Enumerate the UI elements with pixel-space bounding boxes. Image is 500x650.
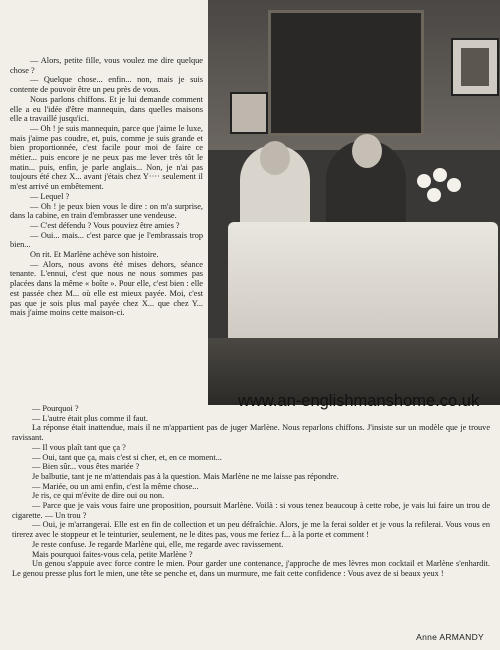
watermark-url: www.an-englishmanshome.co.uk xyxy=(238,392,480,410)
paragraph: — Oh ! je suis mannequin, parce que j'aime le luxe, mais j'aime pas coudre, et, puis, comme je suis grande et bien proportionnée, c'est facile pour moi de faire ce métier... puis encore je ne peux pas me lever très tôt le matin... puis, enfin, je parle anglais... Non, je n'ai pas toujours été chez X... avant j'étais chez Y···· seulement il m'est arrivé un embêtement. xyxy=(10,123,203,192)
photo-mirror xyxy=(268,10,424,136)
paragraph: Un genou s'appuie avec force contre le mien. Pour garder une contenance, j'approche de mes lèvres mon cocktail et Marlène s'enhardit. Le genou presse plus fort le mien, une tête se penche et, dans un murmure, me fait cette confidence : Vous avez de si beaux yeux ! xyxy=(12,559,490,578)
paragraph: Nous parlons chiffons. Et je lui demande comment elle a eu l'idée d'être mannequin, dans quelles maisons elle a travaillé jusqu'ici. xyxy=(10,94,203,124)
paragraph: — Oui, tant que ça, mais c'est si cher, et, en ce moment... xyxy=(32,452,222,462)
paragraph: Je ris, ce qui m'évite de dire oui ou non. xyxy=(32,491,165,501)
paragraph: — Bien sûr... vous êtes mariée ? xyxy=(32,462,140,472)
photo-small-frame xyxy=(230,92,268,134)
photograph-two-women-at-table xyxy=(208,0,500,405)
paragraph: — Lequel ? xyxy=(30,191,70,201)
paragraph: — Oh ! je peux bien vous le dire : on m'a surprise, dans la cabine, en train d'embrasser une vendeuse. xyxy=(10,201,203,221)
paragraph: — Oui, je m'arrangerai. Elle est en fin de collection et un peu défraîchie. Alors, je me la ferai solder et je vous la refilerai. Vous vous en tirerez avec le stoppeur et le teinturier, seulement, ne le dites pas, vous me feriez f... à la porte et comment ! xyxy=(12,520,490,540)
paragraph: — Quelque chose... enfin... non, mais je suis contente de pouvoir être un peu près de vous. xyxy=(10,75,203,95)
paragraph: La réponse était inattendue, mais il ne m'appartient pas de juger Marlène. Nous reparlons chiffons. J'insiste sur un modèle que je trouve ravissant. xyxy=(12,423,490,443)
paragraph: Mais pourquoi faites-vous cela, petite Marlène ? xyxy=(32,549,193,559)
bottom-full-width-text xyxy=(12,404,490,579)
paragraph: — Pourquoi ? xyxy=(32,404,79,413)
paragraph: — L'autre était plus comme il faut. xyxy=(32,413,149,423)
paragraph: On rit. Et Marlène achève son histoire. xyxy=(30,250,159,260)
paragraph: — Oui... mais... c'est parce que je l'embrassais trop bien... xyxy=(10,230,203,250)
photo-wall-portrait xyxy=(451,38,499,96)
paragraph: — Alors, petite fille, vous voulez me dire quelque chose ? xyxy=(10,56,203,75)
paragraph: — Alors, nous avons été mises dehors, séance tenante. L'ennui, c'est que nous ne nous sommes pas placées dans la même « boîte ». Pour elle, c'est bien : elle est passée chez M... où elle est mieux payée. Moi, c'est pas que je sois plus mal payée chez X... que chez Y... mais j'aime moins cette maison-ci. xyxy=(10,259,203,318)
left-column-text xyxy=(10,56,203,318)
photo-woman-right xyxy=(326,140,406,230)
author-signature: Anne ARMANDY xyxy=(416,632,484,642)
paragraph: — Il vous plaît tant que ça ? xyxy=(32,442,126,452)
paragraph: Je reste confuse. Je regarde Marlène qui, elle, me regarde avec ravissement. xyxy=(32,539,284,549)
paragraph: — C'est défendu ? Vous pouviez être amies ? xyxy=(30,220,180,230)
paragraph: Je balbutie, tant je ne m'attendais pas à la question. Mais Marlène ne me laisse pas répondre. xyxy=(32,471,339,481)
photo-flowers xyxy=(413,168,463,216)
paragraph: — Parce que je vais vous faire une proposition, poursuit Marlène. Voilà : si vous tenez beaucoup à cette robe, je vais lui faire un trou de cigarette. — Un trou ? xyxy=(12,501,490,520)
photo-table xyxy=(228,222,498,340)
paragraph: — Mariée, ou un ami enfin, c'est la même chose... xyxy=(32,481,199,491)
